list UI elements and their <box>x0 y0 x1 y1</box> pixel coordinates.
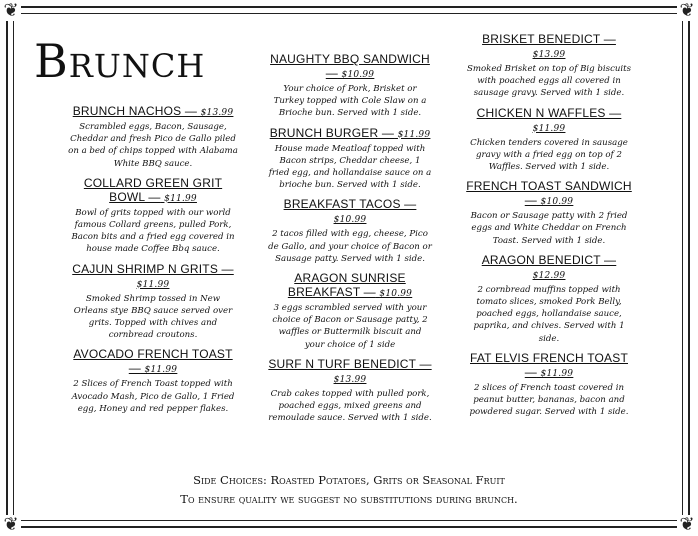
ornament-icon-top-right: ❦ <box>677 1 697 21</box>
menu-item <box>466 351 632 419</box>
item-description: Crab cakes topped with pulled pork, poached eggs, mixed greens and remoulade sauce. Served with 1 side. <box>268 388 432 424</box>
item-price: $11.99 <box>144 365 178 376</box>
item-name: BREAKFAST TACOS — <box>283 197 417 212</box>
menu-item <box>268 357 432 425</box>
item-name: BRUNCH BURGER — <box>269 125 395 140</box>
item-price: $11.99 <box>136 279 170 290</box>
menu-column-1 <box>68 104 238 421</box>
menu-item <box>68 104 238 170</box>
menu-item <box>466 106 632 174</box>
item-description: Smoked Brisket on top of Big biscuits with poached eggs all covered in sausage gravy. Served with 1 side. <box>466 64 632 99</box>
menu-column-3 <box>466 32 632 424</box>
ornament-icon-bottom-left: ❦ <box>1 515 21 535</box>
page-title: Brunch <box>34 34 206 88</box>
item-price: $11.99 <box>164 193 197 204</box>
item-description: 2 Slices of French Toast topped with Avocado Mash, Pico de Gallo, 1 Fried egg, Honey and red pepper flakes. <box>71 379 235 414</box>
item-price: $13.99 <box>200 108 234 118</box>
item-name: NAUGHTY BBQ SANDWICH — <box>270 52 430 80</box>
item-description: Scrambled eggs, Bacon, Sausage, Cheddar and fresh Pico de Gallo piled on a bed of chips topped with Alabama White BBQ sauce. <box>68 122 238 169</box>
item-description: 2 slices of French toast covered in peanut butter, bananas, bacon and powdered sugar. Served with 1 side. <box>469 382 629 418</box>
item-name: BRISKET BENEDICT — <box>482 32 616 46</box>
menu-item <box>268 126 432 192</box>
item-name: CHICKEN N WAFFLES — <box>476 105 622 120</box>
item-name: CAJUN SHRIMP N GRITS — <box>72 261 234 276</box>
item-price: $10.99 <box>341 70 375 80</box>
item-name: BRUNCH NACHOS — <box>72 104 198 118</box>
menu-item <box>268 52 432 120</box>
item-description: 2 cornbread muffins topped with tomato slices, smoked Pork Belly, poached eggs, hollandaise sauce, paprika, and chives. Served with 1 side. <box>473 284 625 344</box>
item-price: $10.99 <box>540 197 574 208</box>
item-name: COLLARD GREEN GRIT BOWL — <box>83 175 223 204</box>
substitutions-note: To ensure quality we suggest no substitutions during brunch. <box>180 492 518 506</box>
menu-item <box>466 32 632 100</box>
menu-item <box>466 253 632 345</box>
item-name: ARAGON SUNRISE BREAKFAST — <box>287 271 406 300</box>
item-name: AVOCADO FRENCH TOAST — <box>73 347 233 376</box>
menu-item <box>68 176 238 256</box>
menu-item <box>68 262 238 342</box>
item-description: Your choice of Pork, Brisket or Turkey topped with Cole Slaw on a Brioche bun. Served with 1 side. <box>273 84 427 119</box>
menu-column-2 <box>268 52 432 430</box>
menu-item <box>268 197 432 265</box>
ornament-icon-top-left: ❦ <box>1 1 21 21</box>
menu-item <box>466 179 632 247</box>
item-description: 3 eggs scrambled served with your choice of Bacon or Sausage patty, 2 waffles or Buttermilk biscuit and your choice of 1 side <box>272 303 428 350</box>
ornament-icon-bottom-right: ❦ <box>677 515 697 535</box>
item-description: Bacon or Sausage patty with 2 fried eggs and White Cheddar on French Toast. Served with 1 side. <box>470 211 628 246</box>
item-name: SURF N TURF BENEDICT — <box>268 356 432 371</box>
item-price: $11.99 <box>532 123 566 134</box>
menu-item <box>268 271 432 351</box>
item-price: $10.99 <box>333 215 367 226</box>
item-description: Smoked Shrimp tossed in New Orleans stye BBQ sauce served over grits. Topped with chives and cornbread croutons. <box>73 293 233 341</box>
item-price: $13.99 <box>333 374 367 385</box>
item-price: $12.99 <box>532 270 566 281</box>
item-description: 2 tacos filled with egg, cheese, Pico de Gallo, and your choice of Bacon or Sausage patty. Served with 1 side. <box>268 229 432 264</box>
menu-item <box>68 347 238 415</box>
item-description: Bowl of grits topped with our world famous Collard greens, pulled Pork, Bacon bits and a fried egg covered in house made Coffee Bbq sauce. <box>71 207 235 255</box>
item-name: FRENCH TOAST SANDWICH — <box>466 179 632 208</box>
item-price: $10.99 <box>379 289 413 300</box>
item-name: ARAGON BENEDICT — <box>481 252 617 267</box>
item-price: $13.99 <box>532 50 566 60</box>
item-price: $11.99 <box>540 368 574 379</box>
side-choices-note: Side Choices: Roasted Potatoes, Grits or Seasonal Fruit <box>193 473 505 487</box>
item-description: Chicken tenders covered in sausage gravy with a fried egg on top of 2 Waffles. Served with 1 side. <box>470 137 628 173</box>
item-name: FAT ELVIS FRENCH TOAST — <box>470 350 628 379</box>
item-price: $11.99 <box>397 129 431 140</box>
item-description: House made Meatloaf topped with Bacon strips, Cheddar cheese, 1 fried egg, and hollandaise sauce on a brioche bun. Served with 1 side. <box>268 143 432 191</box>
